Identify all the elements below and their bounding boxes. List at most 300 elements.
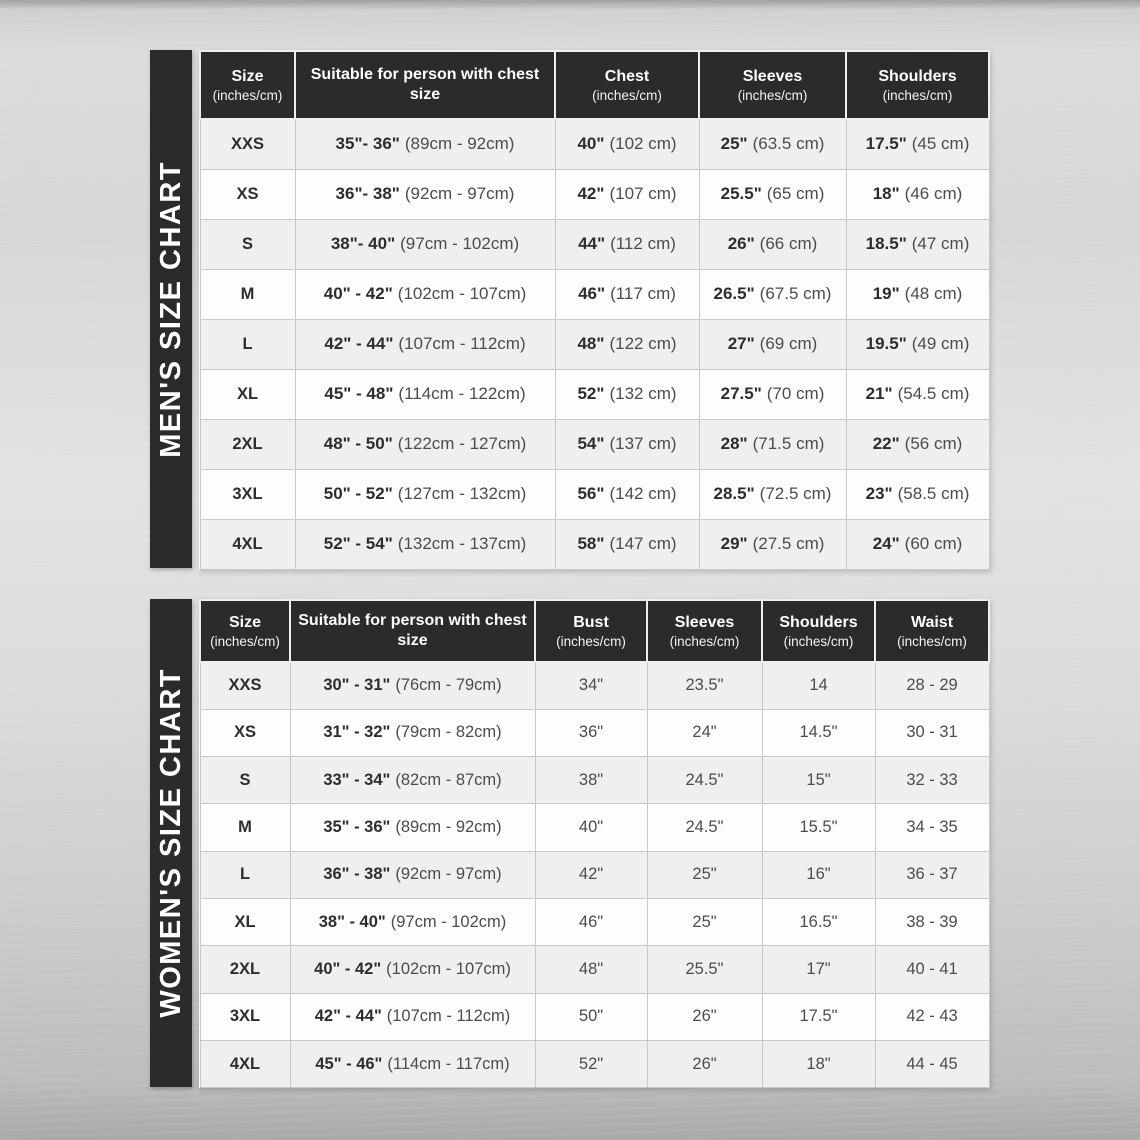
value-cm: (102cm - 107cm) <box>397 284 527 303</box>
value-cm: 15.5" <box>799 818 838 837</box>
value-cell <box>762 1040 875 1087</box>
column-subtitle: (inches/cm) <box>737 88 808 103</box>
value-inches: 22" <box>872 434 900 453</box>
value-cm: (147 cm) <box>609 534 677 553</box>
mens-chart-title-bar <box>150 50 192 568</box>
value-inches: 35"- 36" <box>335 134 400 154</box>
value-cell <box>295 369 555 419</box>
value-inches: 33" - 34" <box>323 770 391 789</box>
size-label: 4XL <box>229 1054 261 1073</box>
table-row <box>200 419 989 469</box>
value-inches: 42" <box>577 184 605 203</box>
value-cm: 14.5" <box>799 723 838 742</box>
value-cell <box>762 946 875 993</box>
value-inches: 28.5" <box>713 484 755 503</box>
size-label: XXS <box>228 676 262 695</box>
table-row <box>200 369 989 419</box>
womens-chart-title-bar <box>150 599 192 1087</box>
value-cm: 28 - 29 <box>906 676 958 695</box>
size-label: 4XL <box>232 535 263 553</box>
value-cm: 25.5" <box>685 959 724 978</box>
size-label: S <box>239 770 251 789</box>
value-cell <box>699 369 846 419</box>
size-cell <box>200 319 295 369</box>
value-cell <box>762 709 875 756</box>
value-cm: 38" <box>578 770 604 789</box>
value-cell <box>846 119 989 169</box>
table-row <box>200 757 989 804</box>
value-inches: 50" - 52" <box>323 484 393 503</box>
column-subtitle: (inches/cm) <box>669 634 740 649</box>
size-label: L <box>239 865 251 884</box>
value-cell <box>535 757 647 804</box>
value-cell <box>555 169 699 219</box>
value-inches: 26" <box>727 234 755 253</box>
value-inches: 28" <box>720 434 748 453</box>
size-label: 3XL <box>229 1007 261 1026</box>
value-cell <box>875 709 989 756</box>
value-cm: 36 - 37 <box>906 865 958 884</box>
value-inches: 52" <box>577 384 605 403</box>
value-inches: 17.5" <box>865 134 907 154</box>
value-cm: (63.5 cm) <box>752 134 825 154</box>
value-cm: (82cm - 87cm) <box>395 770 502 789</box>
value-cell <box>295 319 555 369</box>
value-inches: 25.5" <box>720 184 762 203</box>
size-cell <box>200 993 290 1040</box>
column-title: Shoulders <box>779 614 858 631</box>
value-cm: (132cm - 137cm) <box>397 534 527 553</box>
value-inches: 19" <box>872 284 900 303</box>
value-cm: 18" <box>806 1054 831 1073</box>
value-cell <box>647 757 762 804</box>
value-inches: 23" <box>865 484 893 503</box>
column-title: Shoulders <box>878 68 957 85</box>
value-cm: (89cm - 92cm) <box>395 818 502 837</box>
value-cell <box>647 709 762 756</box>
value-cm: 42 - 43 <box>906 1007 958 1026</box>
size-cell <box>200 757 290 804</box>
size-label: M <box>240 285 255 303</box>
column-header <box>846 51 989 119</box>
value-inches: 42" - 44" <box>324 334 394 353</box>
value-cm: (114cm - 117cm) <box>387 1054 510 1073</box>
value-cell <box>762 804 875 851</box>
value-cm: 26" <box>692 1007 717 1026</box>
size-label: S <box>241 235 253 253</box>
value-cell <box>295 219 555 269</box>
value-cell <box>762 993 875 1040</box>
size-cell <box>200 804 290 851</box>
value-cm: 32 - 33 <box>906 770 958 789</box>
column-title: Suitable for person with chest size <box>310 66 540 103</box>
value-cm: (49 cm) <box>911 334 970 353</box>
table-row <box>200 269 989 319</box>
size-label: XL <box>236 385 259 403</box>
value-cm: (102 cm) <box>609 134 677 154</box>
size-cell <box>200 369 295 419</box>
value-cell <box>846 319 989 369</box>
value-cm: (56 cm) <box>904 434 963 453</box>
value-cell <box>535 993 647 1040</box>
column-header <box>647 600 762 662</box>
table-row <box>200 169 989 219</box>
value-cell <box>647 662 762 709</box>
value-cm: (107cm - 112cm) <box>386 1007 511 1026</box>
value-cm: 17" <box>806 959 831 978</box>
table-row <box>200 1040 989 1087</box>
value-cell <box>699 219 846 269</box>
value-cm: (102cm - 107cm) <box>386 959 511 978</box>
column-header <box>290 600 535 662</box>
value-cell <box>555 119 699 169</box>
table-row <box>200 898 989 945</box>
size-cell <box>200 946 290 993</box>
value-cm: 40" <box>578 818 604 837</box>
value-cell <box>875 804 989 851</box>
value-inches: 45" - 46" <box>315 1054 383 1073</box>
table-row <box>200 851 989 898</box>
value-cell <box>699 419 846 469</box>
value-cell <box>875 898 989 945</box>
value-cm: (27.5 cm) <box>752 534 825 553</box>
value-cell <box>295 419 555 469</box>
column-title: Size <box>228 614 261 631</box>
value-cell <box>762 851 875 898</box>
column-subtitle: (inches/cm) <box>556 634 626 649</box>
value-cm: (79cm - 82cm) <box>395 723 502 742</box>
size-cell <box>200 169 295 219</box>
value-inches: 52" - 54" <box>323 534 393 553</box>
table-row <box>200 469 989 519</box>
size-cell <box>200 269 295 319</box>
size-cell <box>200 419 295 469</box>
table-row <box>200 946 989 993</box>
value-cell <box>290 709 535 756</box>
value-inches: 27" <box>727 334 755 353</box>
value-cm: 15" <box>806 770 831 789</box>
size-label: XXS <box>230 135 265 154</box>
column-title: Waist <box>910 614 954 631</box>
value-cell <box>762 662 875 709</box>
value-cell <box>290 1040 535 1087</box>
value-cell <box>535 898 647 945</box>
value-cell <box>875 851 989 898</box>
value-cell <box>555 419 699 469</box>
column-subtitle: (inches/cm) <box>592 88 662 103</box>
value-cm: (45 cm) <box>911 134 970 154</box>
value-inches: 40" - 42" <box>323 284 393 303</box>
value-cell <box>555 219 699 269</box>
value-cm: (122cm - 127cm) <box>397 434 527 453</box>
value-cell <box>699 469 846 519</box>
value-inches: 58" <box>577 534 605 553</box>
value-cm: 44 - 45 <box>906 1054 958 1073</box>
value-cell <box>762 898 875 945</box>
value-cell <box>699 519 846 569</box>
value-cell <box>699 269 846 319</box>
value-cell <box>555 319 699 369</box>
size-cell <box>200 469 295 519</box>
value-inches: 18.5" <box>865 234 907 253</box>
value-cell <box>290 898 535 945</box>
value-inches: 25" <box>720 134 748 154</box>
value-cm: (117 cm) <box>610 284 676 303</box>
value-inches: 24" <box>872 534 900 553</box>
value-cm: (54.5 cm) <box>897 384 970 403</box>
value-cm: 36" <box>578 723 604 742</box>
value-cell <box>535 1040 647 1087</box>
column-title: Suitable for person with chest size <box>298 612 527 649</box>
value-cm: 48" <box>578 959 604 978</box>
value-cm: 34" <box>578 676 604 695</box>
column-title: Sleeves <box>742 68 803 85</box>
column-header <box>200 51 295 119</box>
value-inches: 21" <box>865 384 893 403</box>
column-subtitle: (inches/cm) <box>210 634 280 649</box>
column-subtitle: (inches/cm) <box>882 88 953 103</box>
size-label: M <box>238 818 252 837</box>
value-inches: 54" <box>577 434 605 453</box>
value-cm: 52" <box>578 1054 604 1073</box>
value-inches: 38"- 40" <box>330 234 396 253</box>
value-inches: 45" - 48" <box>324 384 394 403</box>
value-cell <box>290 993 535 1040</box>
value-cm: 42" <box>578 865 604 884</box>
column-header <box>762 600 875 662</box>
size-cell <box>200 519 295 569</box>
value-cell <box>555 369 699 419</box>
value-cell <box>295 519 555 569</box>
value-cm: 23.5" <box>685 676 724 695</box>
value-cm: 30 - 31 <box>906 723 958 742</box>
column-header <box>875 600 989 662</box>
size-label: L <box>242 335 253 353</box>
column-title: Sleeves <box>674 614 735 631</box>
value-inches: 56" <box>577 484 605 503</box>
value-cell <box>647 851 762 898</box>
value-cm: (122 cm) <box>609 334 677 353</box>
value-cell <box>290 662 535 709</box>
value-cm: 50" <box>578 1007 604 1026</box>
womens-size-chart-section <box>150 599 990 1088</box>
size-cell <box>200 219 295 269</box>
value-cell <box>535 851 647 898</box>
value-inches: 26.5" <box>713 284 755 303</box>
value-cm: (142 cm) <box>609 484 677 503</box>
value-inches: 36" - 38" <box>323 865 391 884</box>
header-row <box>200 600 989 662</box>
value-cell <box>647 898 762 945</box>
size-cell <box>200 851 290 898</box>
table-row <box>200 804 989 851</box>
value-cm: (47 cm) <box>911 234 970 253</box>
value-cell <box>699 169 846 219</box>
value-cm: (67.5 cm) <box>759 284 832 303</box>
value-inches: 29" <box>720 534 748 553</box>
value-inches: 44" <box>578 234 606 253</box>
value-cm: (60 cm) <box>904 534 963 553</box>
value-inches: 40" <box>577 134 605 154</box>
size-label: XS <box>233 723 256 742</box>
value-cell <box>875 1040 989 1087</box>
womens-chart-title: WOMEN'S SIZE CHART <box>154 668 187 1018</box>
value-cm: (127cm - 132cm) <box>397 484 527 503</box>
value-cell <box>290 804 535 851</box>
value-inches: 30" - 31" <box>323 676 391 695</box>
value-cell <box>846 169 989 219</box>
value-cm: 16" <box>806 865 831 884</box>
value-cm: (71.5 cm) <box>752 434 825 453</box>
value-cm: (66 cm) <box>759 234 818 253</box>
value-cell <box>699 119 846 169</box>
header-row <box>200 51 989 119</box>
value-inches: 40" - 42" <box>314 959 382 978</box>
value-inches: 38" - 40" <box>318 912 386 931</box>
value-cm: (97cm - 102cm) <box>390 912 507 931</box>
value-cell <box>846 419 989 469</box>
value-cell <box>846 269 989 319</box>
column-header <box>200 600 290 662</box>
value-cell <box>875 946 989 993</box>
value-cm: 24.5" <box>685 818 724 837</box>
value-cm: (58.5 cm) <box>897 484 970 503</box>
table-row <box>200 119 989 169</box>
value-cell <box>295 169 555 219</box>
value-cell <box>555 469 699 519</box>
size-label: XS <box>236 185 259 203</box>
value-cell <box>535 804 647 851</box>
table-row <box>200 662 989 709</box>
value-inches: 27.5" <box>720 384 762 403</box>
value-cell <box>535 662 647 709</box>
value-inches: 48" - 50" <box>323 434 393 453</box>
size-label: 2XL <box>229 959 261 978</box>
value-cm: (72.5 cm) <box>759 484 832 503</box>
value-cm: 25" <box>692 912 717 931</box>
column-header <box>699 51 846 119</box>
size-cell <box>200 119 295 169</box>
value-cm: 14 <box>809 676 828 695</box>
value-cell <box>555 519 699 569</box>
mens-chart-title: MEN'S SIZE CHART <box>154 160 187 458</box>
value-cm: (48 cm) <box>904 284 963 303</box>
value-cm: (76cm - 79cm) <box>395 676 502 695</box>
value-cm: (92cm - 97cm) <box>404 184 515 203</box>
value-cm: 26" <box>692 1054 717 1073</box>
mens-size-table <box>199 50 990 570</box>
value-cm: (46 cm) <box>904 184 963 203</box>
size-label: 3XL <box>232 485 263 503</box>
value-cell <box>290 946 535 993</box>
mens-size-chart-section <box>150 50 990 570</box>
table-row <box>200 993 989 1040</box>
value-cm: (107cm - 112cm) <box>398 334 526 353</box>
column-subtitle: (inches/cm) <box>783 634 854 649</box>
value-cm: (107 cm) <box>609 184 677 203</box>
value-cm: 38 - 39 <box>906 912 958 931</box>
value-cell <box>290 757 535 804</box>
value-cm: (132 cm) <box>609 384 677 403</box>
womens-size-table <box>199 599 990 1088</box>
size-cell <box>200 898 290 945</box>
value-cm: (114cm - 122cm) <box>398 384 526 403</box>
value-cell <box>647 804 762 851</box>
column-subtitle: (inches/cm) <box>897 634 967 649</box>
value-inches: 35" - 36" <box>323 818 391 837</box>
column-title: Chest <box>604 68 650 85</box>
value-cell <box>290 851 535 898</box>
value-cm: 25" <box>692 865 717 884</box>
value-cm: 17.5" <box>799 1007 838 1026</box>
size-label: 2XL <box>232 435 263 453</box>
value-inches: 18" <box>872 184 900 203</box>
value-cell <box>846 369 989 419</box>
value-cell <box>555 269 699 319</box>
value-cell <box>875 662 989 709</box>
table-row <box>200 219 989 269</box>
value-cell <box>647 946 762 993</box>
value-cell <box>535 946 647 993</box>
value-cell <box>875 993 989 1040</box>
value-cell <box>647 993 762 1040</box>
value-cell <box>875 757 989 804</box>
value-cell <box>295 469 555 519</box>
column-title: Bust <box>573 614 609 631</box>
value-cm: 46" <box>578 912 604 931</box>
column-header <box>535 600 647 662</box>
value-inches: 31" - 32" <box>323 723 391 742</box>
value-cm: 24" <box>692 723 717 742</box>
table-row <box>200 709 989 756</box>
value-cm: (70 cm) <box>766 384 825 403</box>
value-cm: (97cm - 102cm) <box>400 234 520 253</box>
value-cell <box>846 219 989 269</box>
value-cm: (137 cm) <box>609 434 677 453</box>
value-inches: 19.5" <box>865 334 907 353</box>
value-cm: (65 cm) <box>766 184 825 203</box>
value-cell <box>295 119 555 169</box>
column-header <box>295 51 555 119</box>
column-subtitle: (inches/cm) <box>212 88 283 103</box>
value-cm: (112 cm) <box>610 234 676 253</box>
value-cell <box>535 709 647 756</box>
value-cell <box>295 269 555 319</box>
value-inches: 36"- 38" <box>335 184 400 203</box>
value-inches: 46" <box>578 284 606 303</box>
size-cell <box>200 709 290 756</box>
table-row <box>200 519 989 569</box>
value-inches: 42" - 44" <box>314 1007 382 1026</box>
value-cell <box>762 757 875 804</box>
value-cm: 34 - 35 <box>906 818 958 837</box>
value-cell <box>647 1040 762 1087</box>
column-header <box>555 51 699 119</box>
column-title: Size <box>231 68 264 85</box>
size-cell <box>200 1040 290 1087</box>
value-cm: 24.5" <box>685 770 724 789</box>
value-cell <box>699 319 846 369</box>
size-label: XL <box>234 912 256 931</box>
value-cm: (89cm - 92cm) <box>404 134 515 154</box>
value-inches: 48" <box>577 334 605 353</box>
value-cm: (92cm - 97cm) <box>395 865 502 884</box>
table-row <box>200 319 989 369</box>
value-cell <box>846 469 989 519</box>
size-cell <box>200 662 290 709</box>
value-cm: 40 - 41 <box>906 959 958 978</box>
value-cm: 16.5" <box>799 912 838 931</box>
